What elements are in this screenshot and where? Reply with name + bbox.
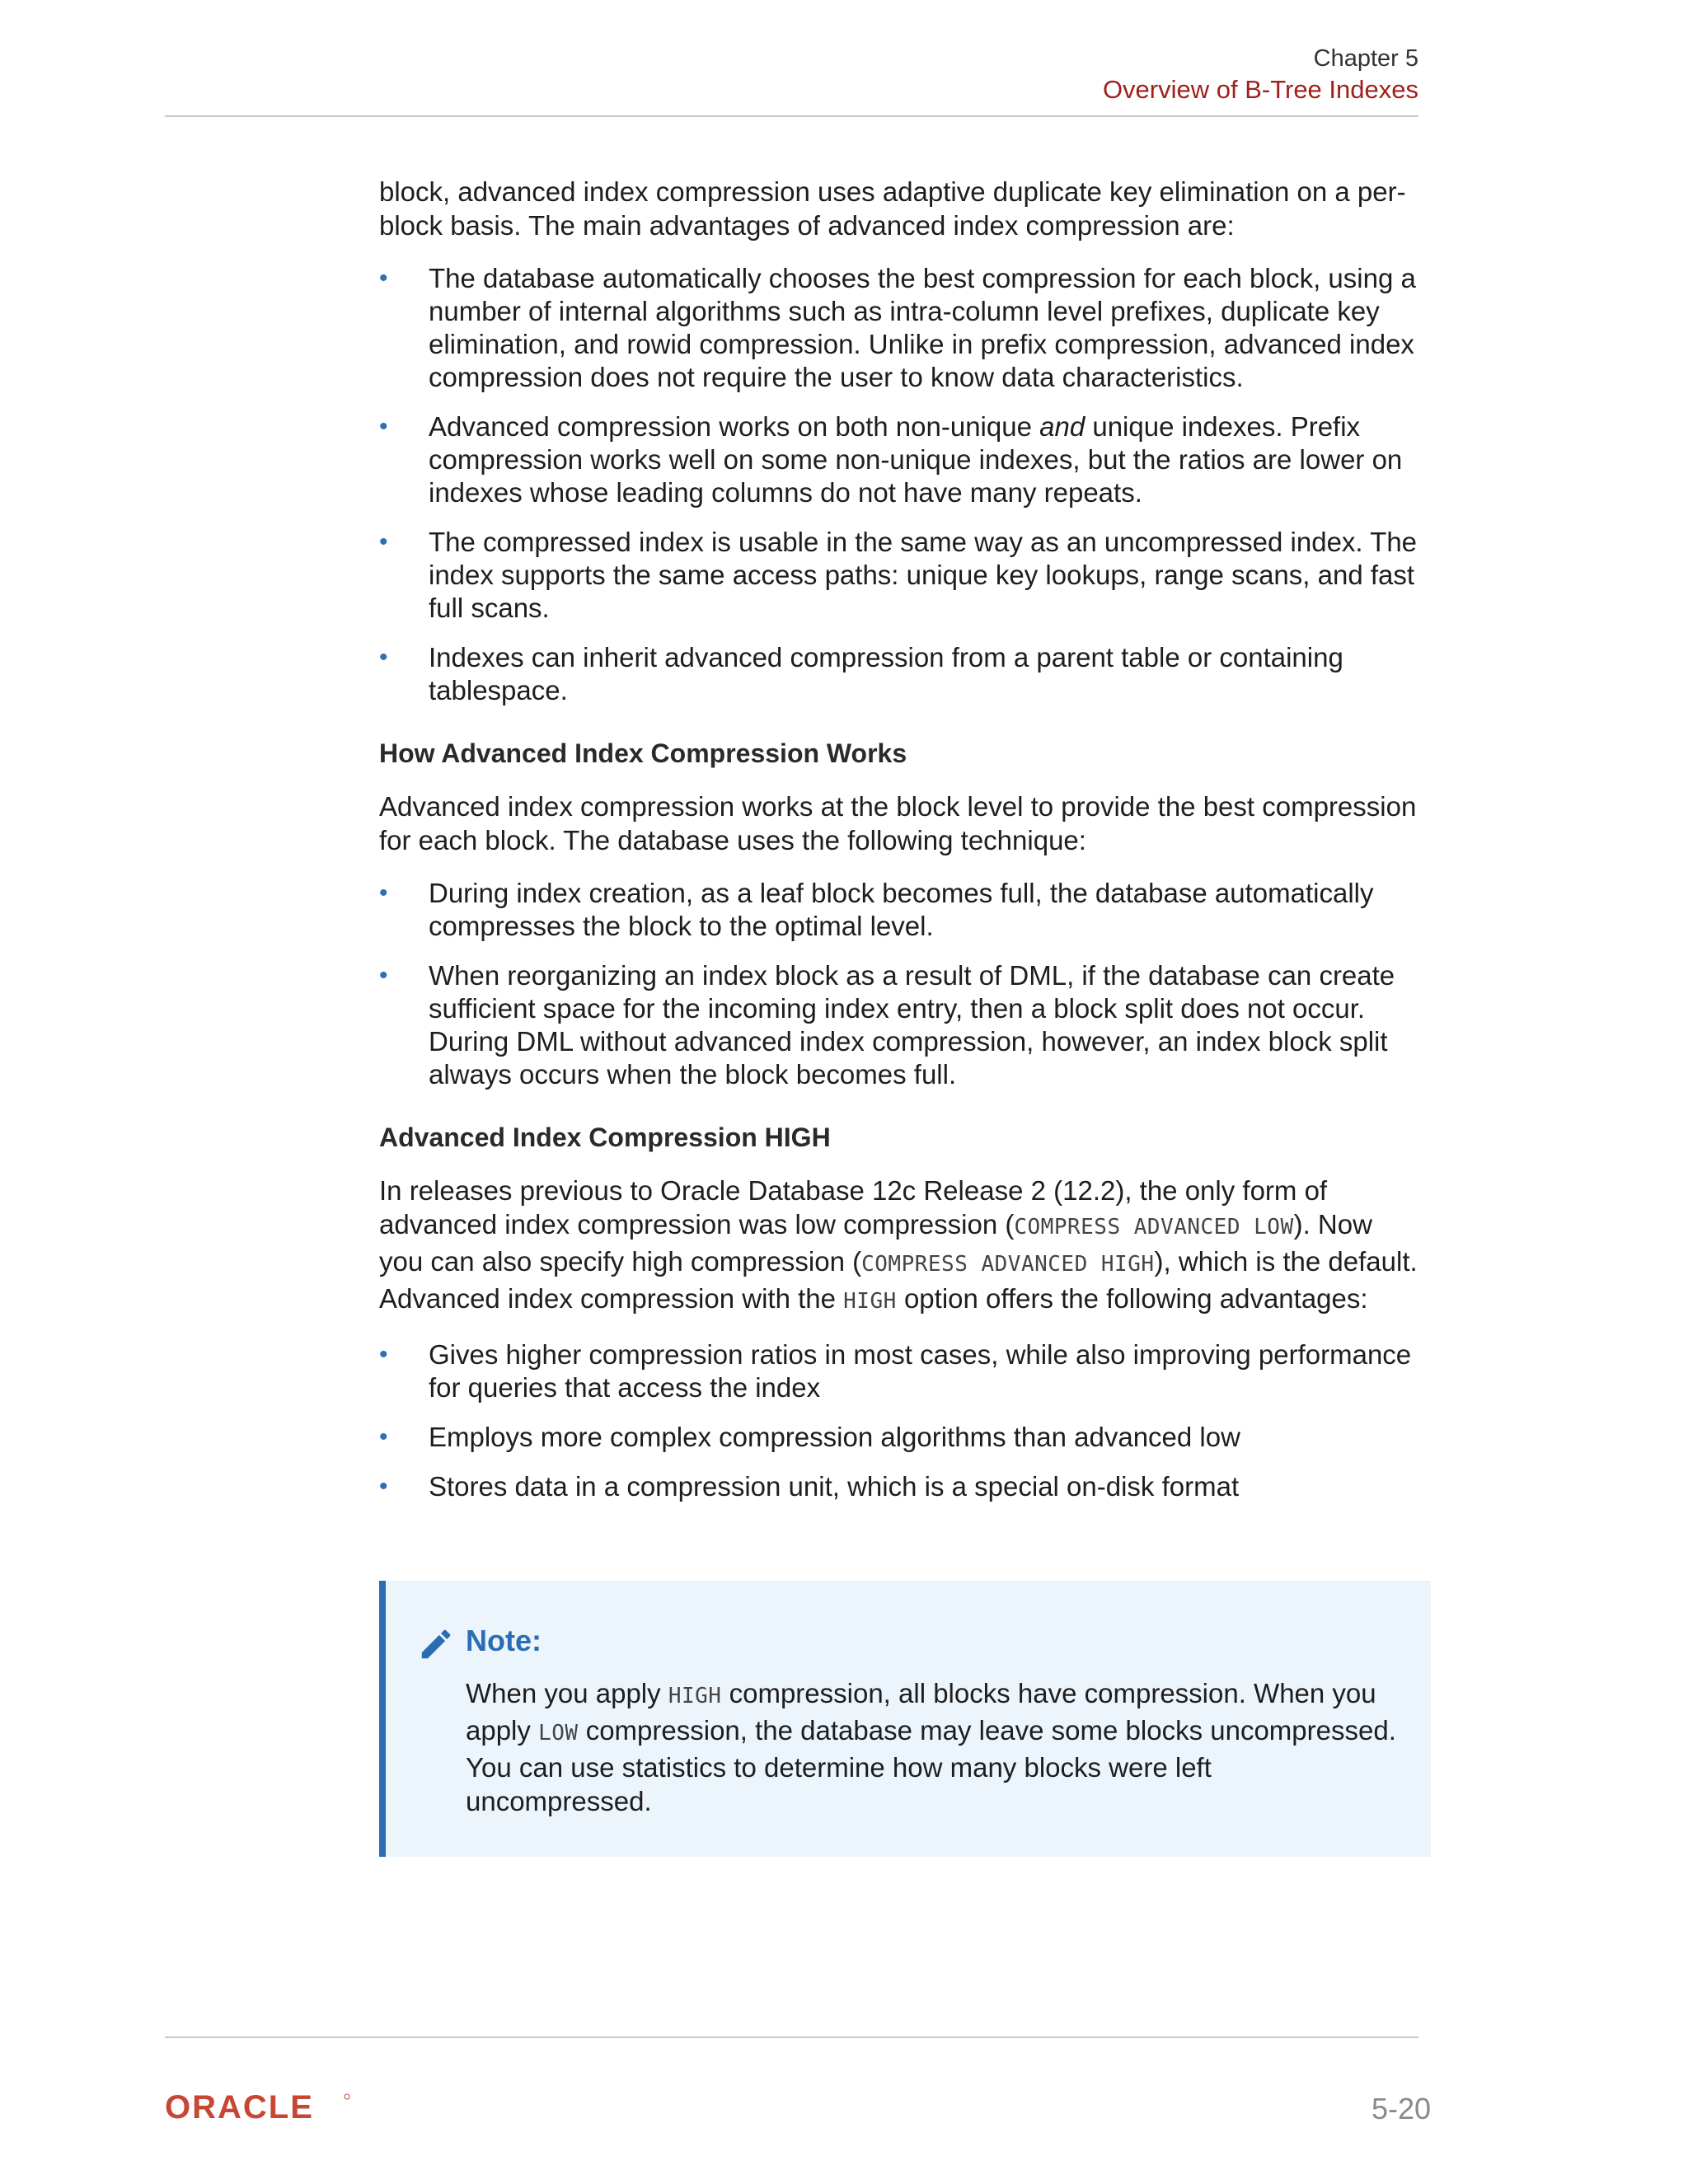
code-low: LOW bbox=[538, 1721, 579, 1746]
page-number: 5-20 bbox=[1371, 2092, 1431, 2125]
high-text-1: In releases previous to Oracle Database 12c Release 2 (12.2), the only form of advanced index compression was low compression ( bbox=[379, 1175, 1328, 1240]
bullet-icon: • bbox=[379, 879, 388, 907]
list-item-text: During index creation, as a leaf block becomes full, the database automatically compresses the block to the optimal level. bbox=[429, 878, 1374, 941]
list-item-text: When reorganizing an index block as a result of DML, if the database can create sufficient space for the incoming index entry, then a block split does not occur. During DML without advanced index compression, however, an index block split always occurs when the block becomes full. bbox=[429, 960, 1395, 1090]
list-item-text: The compressed index is usable in the same way as an uncompressed index. The index supports the same access paths: unique key lookups, range scans, and fast full scans. bbox=[429, 527, 1418, 623]
bullet-icon: • bbox=[379, 962, 388, 989]
note-text-2: compression, all blocks have compression. When you apply bbox=[466, 1678, 1376, 1746]
header-divider bbox=[165, 115, 1418, 117]
note-title: Note: bbox=[466, 1624, 542, 1657]
oracle-logo-text: ORACLE bbox=[165, 2092, 314, 2125]
how-it-works-heading: How Advanced Index Compression Works bbox=[379, 738, 907, 768]
list-item bbox=[379, 877, 1422, 943]
high-text-4: option offers the following advantages: bbox=[896, 1283, 1368, 1314]
high-heading: Advanced Index Compression HIGH bbox=[379, 1122, 831, 1152]
footer-divider bbox=[165, 2036, 1418, 2038]
high-text-3: ), which is the default. Advanced index compression with the bbox=[379, 1246, 1418, 1314]
bullet-icon: • bbox=[379, 1341, 388, 1368]
high-text-2: ). Now you can also specify high compression ( bbox=[379, 1209, 1372, 1277]
bullet-icon: • bbox=[379, 1473, 388, 1500]
bullet-icon: • bbox=[379, 644, 388, 671]
list-item bbox=[379, 410, 1422, 509]
high-advantages-list bbox=[379, 1338, 1422, 1503]
list-item-text: Indexes can inherit advanced compression from a parent table or containing tablespace. bbox=[429, 642, 1343, 705]
list-item-text-after: unique indexes. Prefix compression works well on some non-unique indexes, but the ratios are lower on indexes whose leading columns do not have many repeats. bbox=[429, 411, 1403, 508]
list-item bbox=[379, 262, 1422, 394]
bullet-icon: • bbox=[379, 1423, 388, 1451]
list-item bbox=[379, 526, 1422, 625]
code-high: HIGH bbox=[668, 1684, 722, 1708]
code-compress-advanced-high: COMPRESS ADVANCED HIGH bbox=[861, 1252, 1155, 1277]
note-text-3: compression, the database may leave some blocks uncompressed. You can use statistics to determine how many blocks were left uncompressed. bbox=[466, 1715, 1396, 1816]
list-item-text: Employs more complex compression algorithms than advanced low bbox=[429, 1422, 1240, 1452]
chapter-number: Chapter 5 bbox=[1313, 45, 1418, 72]
technique-list bbox=[379, 877, 1422, 1091]
code-high: HIGH bbox=[843, 1289, 897, 1314]
pencil-icon bbox=[417, 1625, 455, 1663]
bullet-icon: • bbox=[379, 265, 388, 292]
list-item bbox=[379, 1421, 1422, 1454]
high-paragraph bbox=[379, 1174, 1422, 1319]
list-item-text-before: Advanced compression works on both non-unique bbox=[429, 411, 1040, 442]
bullet-icon: • bbox=[379, 528, 388, 555]
section-title: Overview of B-Tree Indexes bbox=[1102, 75, 1418, 104]
note-body bbox=[466, 1676, 1397, 1818]
list-item bbox=[379, 1470, 1422, 1503]
page-content bbox=[379, 175, 1422, 1503]
note-box bbox=[379, 1581, 1431, 1857]
list-item bbox=[379, 959, 1422, 1091]
list-item-text: Gives higher compression ratios in most cases, while also improving performance for queries that access the index bbox=[429, 1339, 1412, 1403]
list-item bbox=[379, 641, 1422, 707]
how-it-works-paragraph: Advanced index compression works at the block level to provide the best compression for each block. The database uses the following technique: bbox=[379, 791, 1417, 855]
running-header bbox=[1103, 43, 1418, 105]
code-compress-advanced-low: COMPRESS ADVANCED LOW bbox=[1014, 1215, 1294, 1240]
list-item-text: Stores data in a compression unit, which is a special on-disk format bbox=[429, 1471, 1240, 1502]
note-text-1: When you apply bbox=[466, 1678, 668, 1708]
advantages-list bbox=[379, 262, 1422, 707]
list-item bbox=[379, 1338, 1422, 1404]
list-item-text: The database automatically chooses the best compression for each block, using a number of internal algorithms such as intra-column level prefixes, duplicate key elimination, and rowid compression. Unlike in prefix compression, advanced index compression does not require the user to know data characteristics. bbox=[429, 263, 1416, 392]
oracle-logo bbox=[165, 2092, 354, 2129]
emphasis-text: and bbox=[1039, 411, 1085, 442]
bullet-icon: • bbox=[379, 413, 388, 440]
intro-paragraph: block, advanced index compression uses adaptive duplicate key elimination on a per-block basis. The main advantages of advanced index compression are: bbox=[379, 176, 1406, 241]
